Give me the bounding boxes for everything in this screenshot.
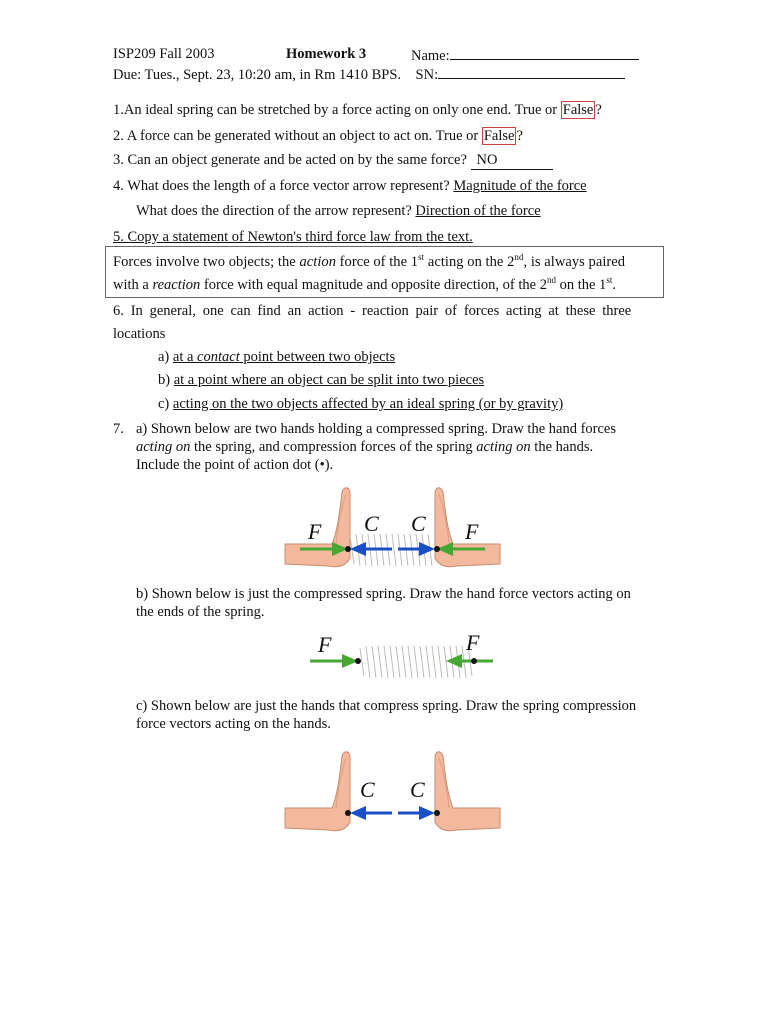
name-field[interactable] <box>411 46 639 65</box>
q5-text: 5. Copy a statement of Newton's third force law from the text. <box>113 229 473 245</box>
q4-text: 4. What does the length of a force vector arrow represent? <box>113 178 454 194</box>
q4-text2: What does the direction of the arrow represent? <box>136 203 416 219</box>
question-1 <box>113 102 602 119</box>
q7b-l1: b) Shown below is just the compressed spring. Draw the hand force vectors acting on <box>136 586 631 602</box>
q6-a-contact: contact <box>197 349 240 365</box>
q7b-line-2 <box>136 604 264 621</box>
label-F-left-b: F <box>318 632 332 657</box>
q6-a-answer <box>173 349 395 365</box>
q6-c-answer: acting on the two objects affected by an ideal spring (or by gravity) <box>172 396 564 412</box>
q4-answer: Magnitude of the force <box>453 178 587 194</box>
label-C-right: C <box>411 511 426 536</box>
q2-end: ? <box>516 128 523 144</box>
label-F-left: F <box>308 519 322 544</box>
question-3 <box>113 152 553 170</box>
due-text: Due: Tues., Sept. 23, 10:20 am, in Rm 1410 BPS. <box>113 67 402 83</box>
figure-spring-only <box>290 630 505 680</box>
q6-b-answer: at a point where an object can be split into two pieces <box>173 372 485 388</box>
right-compression-arrow-c <box>398 806 435 820</box>
q1-text: 1.An ideal spring can be stretched by a force acting on only one end. True or <box>113 102 561 118</box>
q3-answer-text: NO <box>476 152 498 168</box>
homework-title: Homework 3 <box>286 46 367 62</box>
q7a-l2b: the spring, and compression forces of the spring <box>190 439 477 455</box>
name-blank[interactable] <box>450 46 639 60</box>
q5-l2c: on the 1 <box>555 277 607 293</box>
q5-l2d: . <box>612 277 616 293</box>
q5-l1b: force of the 1 <box>336 254 419 270</box>
q3-answer <box>471 152 553 170</box>
left-compression-arrow <box>350 542 392 556</box>
label-F-right: F <box>465 519 479 544</box>
q7c-l1: c) Shown below are just the hands that compress spring. Draw the spring compression <box>136 698 637 714</box>
q5-l2a: with a <box>113 277 153 293</box>
figure-hands-only <box>280 748 505 840</box>
sn-blank[interactable] <box>438 65 625 79</box>
q6-b-prefix: b) <box>158 372 174 388</box>
q2-answer: False <box>483 128 515 144</box>
label-C-left-c: C <box>360 777 375 802</box>
q6-item-b <box>158 372 484 389</box>
q4-answer2: Direction of the force <box>415 203 541 219</box>
q5-action: action <box>299 254 336 270</box>
q6-text1: 6. In general, one can find an action - reaction pair of forces acting at these three <box>113 303 632 319</box>
q1-answer: False <box>562 102 594 118</box>
q7a-line-3 <box>136 457 333 474</box>
q6-a1: at a <box>172 349 198 365</box>
q5-reaction: reaction <box>152 277 201 293</box>
left-hand-illustration-c <box>285 752 350 831</box>
course-label: ISP209 Fall 2003 <box>113 46 215 62</box>
q7c-line-1 <box>136 698 636 715</box>
label-C-right-c: C <box>410 777 425 802</box>
sn-label: SN: <box>415 67 439 83</box>
q6-c-prefix: c) <box>158 396 173 412</box>
right-hand-illustration-c <box>435 752 500 831</box>
q5-sup-nd-2: nd <box>546 275 556 286</box>
q7c-l2: force vectors acting on the hands. <box>136 716 331 732</box>
q2-text: 2. A force can be generated without an object to act on. True or <box>113 128 482 144</box>
q7a-l2c: the hands. <box>530 439 594 455</box>
q6-item-a <box>158 349 395 366</box>
q5-sup-nd: nd <box>514 252 524 263</box>
q7a-l1: a) Shown below are two hands holding a compressed spring. Draw the hand forces <box>136 421 616 437</box>
label-C-left: C <box>364 511 379 536</box>
question-6-cont <box>113 326 165 343</box>
q5-l1a: Forces involve two objects; the <box>113 254 300 270</box>
left-action-dot <box>345 546 351 552</box>
q6-a-prefix: a) <box>158 349 173 365</box>
q5-sup-st-2: st <box>606 275 613 286</box>
q1-end: ? <box>595 102 602 118</box>
q6-item-c <box>158 396 563 413</box>
right-action-dot <box>434 546 440 552</box>
due-line <box>113 65 625 84</box>
left-compression-arrow-c <box>350 806 392 820</box>
name-label: Name: <box>411 48 450 64</box>
q7-number: 7. <box>113 421 124 437</box>
q7b-l2: the ends of the spring. <box>136 604 265 620</box>
q5-l2b: force with equal magnitude and opposite direction, of the 2 <box>200 277 547 293</box>
figure-hands-and-spring <box>280 484 505 576</box>
question-2 <box>113 128 523 145</box>
label-F-right-b: F <box>466 630 480 655</box>
question-4b <box>136 203 541 220</box>
left-action-dot-b <box>355 658 361 664</box>
q7a-acting-on-1: acting on <box>136 439 191 455</box>
q7a-acting-on-2: acting on <box>476 439 531 455</box>
newton-law-line-2 <box>113 277 616 294</box>
q5-l1c: acting on the 2 <box>424 254 515 270</box>
q7b-line-1 <box>136 586 631 603</box>
question-5 <box>113 229 473 246</box>
question-4 <box>113 178 587 195</box>
q7a-line-1 <box>136 421 616 438</box>
q7a-l3: Include the point of action dot (•). <box>136 457 334 473</box>
q5-l1d: , is always paired <box>523 254 626 270</box>
right-action-dot-c <box>434 810 440 816</box>
newton-law-line-1 <box>113 254 625 271</box>
q5-sup-st: st <box>418 252 425 263</box>
q3-text: 3. Can an object generate and be acted on by the same force? <box>113 152 471 168</box>
question-6 <box>113 303 631 320</box>
left-action-dot-c <box>345 810 351 816</box>
q6-text2: locations <box>113 326 166 342</box>
q6-a2: point between two objects <box>239 349 396 365</box>
q7a-line-2 <box>136 439 593 456</box>
right-action-dot-b <box>471 658 477 664</box>
q7c-line-2 <box>136 716 331 733</box>
